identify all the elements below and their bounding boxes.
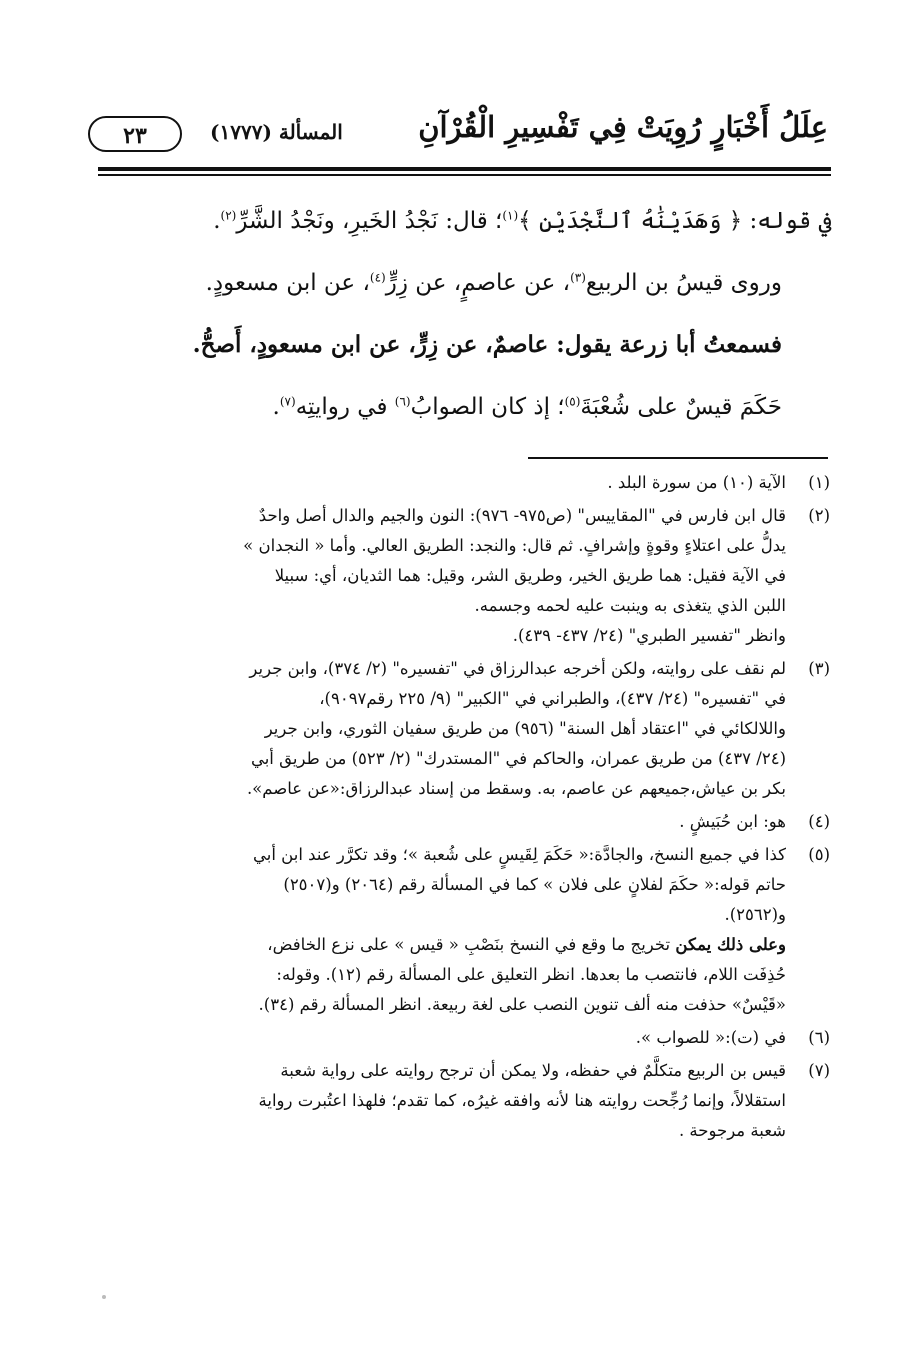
footnote-line: قيس بن الربيع متكلَّمٌ في حفظه، ولا يمكن أن ترجح روايته على رواية شعبة <box>280 1061 786 1080</box>
page-number-badge: ٢٣ <box>88 116 182 152</box>
footnote-5 <box>100 840 830 1020</box>
footnote-ref-3[interactable]: (٣) <box>570 270 586 285</box>
footnote-line: وانظر "تفسير الطبري" (٢٤/ ٤٣٧- ٤٣٩). <box>512 626 786 645</box>
footnote-7 <box>100 1056 830 1146</box>
footnote-3 <box>100 654 830 804</box>
main-line-4-a: حَكَمَ قيسٌ على شُعْبَةَ <box>580 394 782 420</box>
footnote-line: في (ت):« للصواب ». <box>635 1028 786 1047</box>
footnote-line: بكر بن عياش،جميعهم عن عاصم، به. وسقط من إسناد عبدالرزاق:«عن عاصم». <box>246 779 786 798</box>
footnote-number: (٦) <box>808 1028 830 1047</box>
main-line-4-end: . <box>272 394 280 420</box>
footnote-line: حُذِفَت اللام، فانتصب ما بعدها. انظر التعليق على المسألة رقم (١٢). وقوله: <box>276 965 786 984</box>
footnote-4 <box>100 807 830 837</box>
main-line-1-mid: ؛ قال: نَجْدُ الخَيرِ، ونَجْدُ الشَّرِّ <box>236 208 503 234</box>
header-rule-thick <box>98 167 831 171</box>
footnote-number: (٥) <box>808 845 830 864</box>
footnotes <box>100 468 830 1149</box>
main-line-3-rest: عاصمٌ، عن زِرٍّ، عن ابن مسعودٍ، أَصحُّ. <box>192 331 557 358</box>
main-line-2-a: وروى قيسُ بن الربيع <box>585 270 782 296</box>
main-line-1-text: في قوله: ﴿ وَهَدَيْنَٰهُ ٱلنَّجْدَيْنِ ﴾ <box>518 208 832 234</box>
footnote-line: شعبة مرجوحة . <box>678 1121 786 1140</box>
footnote-number: (٣) <box>808 659 830 678</box>
footnote-6 <box>100 1023 830 1053</box>
footnote-line: في "تفسيره" (٢٤/ ٤٣٧)، والطبراني في "الكبير" (٩/ ٢٢٥ رقم٩٠٩٧)، <box>319 689 786 708</box>
footnote-ref-2[interactable]: (٢) <box>220 208 237 223</box>
footnote-bold-phrase: وعلى ذلك يمكن <box>675 935 786 954</box>
footnote-separator <box>528 457 828 459</box>
issue-label: المسألة (١٧٧٧) <box>210 120 343 144</box>
main-line-4 <box>112 376 832 438</box>
footnote-line: في الآية فقيل: هما طريق الخير، وطريق الشر، وقيل: هما الثديان، أي: سبيلا <box>274 566 786 585</box>
footnote-line: اللبن الذي يتغذى به وينبت عليه لحمه وجسمه. <box>474 596 786 615</box>
header-rule-thin <box>98 174 831 176</box>
book-title: عِلَلُ أَخْبَارٍ رُوِيَتْ فِي تَفْسِيرِ الْقُرْآنِ <box>418 110 828 144</box>
main-line-4-c: في روايتِه <box>295 394 395 420</box>
main-line-2-b: ، عن عاصمٍ، عن زِرٍّ <box>385 270 571 296</box>
footnote-number: (٧) <box>808 1061 830 1080</box>
footnote-ref-5[interactable]: (٥) <box>564 394 581 409</box>
footnote-line: واللالكائي في "اعتقاد أهل السنة" (٩٥٦) من طريق سفيان الثوري، وابن جرير <box>264 719 786 738</box>
main-line-3-bold: فسمعتُ أبا زرعة يقول: <box>556 331 782 358</box>
main-line-2-c: ، عن ابن مسعودٍ. <box>205 270 370 296</box>
main-text <box>112 190 832 438</box>
footnote-line: «قَيْسٌ» حذفت منه ألف تنوين النصب على لغة ربيعة. انظر المسألة رقم (٣٤). <box>258 995 786 1014</box>
footnote-1 <box>100 468 830 498</box>
footnote-ref-1[interactable]: (١) <box>502 208 519 223</box>
footnote-ref-4[interactable]: (٤) <box>369 270 386 285</box>
footnote-ref-7[interactable]: (٧) <box>279 394 296 409</box>
footnote-ref-6[interactable]: (٦) <box>394 394 411 409</box>
footnote-line: هو: ابن حُبَيشٍ . <box>679 812 786 831</box>
footnote-line: يدلُّ على اعتلاءٍ وقوةٍ وإشرافٍ. ثم قال: والنجد: الطريق العالي. وأما « النجدان » <box>243 536 786 555</box>
page-header <box>88 98 828 168</box>
footnote-line: قال ابن فارس في "المقاييس" (ص٩٧٥- ٩٧٦): النون والجيم والدال أصل واحدٌ <box>258 506 786 525</box>
main-line-4-b: ؛ إذ كان الصوابُ <box>410 394 565 420</box>
footnote-number: (٢) <box>808 506 830 525</box>
main-line-2 <box>112 252 832 314</box>
footnote-number: (٤) <box>808 812 830 831</box>
footnote-line: لم نقف على روايته، ولكن أخرجه عبدالرزاق في "تفسيره" (٢/ ٣٧٤)، وابن جرير <box>249 659 786 678</box>
footnote-line-rest: تخريج ما وقع في النسخ بنَصْبِ « قيس » على نزع الخافض، <box>267 935 676 954</box>
scan-speck <box>102 1295 106 1299</box>
footnote-line <box>100 930 786 960</box>
main-line-1 <box>112 190 832 252</box>
footnote-2 <box>100 501 830 651</box>
footnote-line: استقلالاً، وإنما رُجِّحت روايته هنا لأنه وافقه غيرُه، كما تقدم؛ فلهذا اعتُبرت رواية <box>258 1091 786 1110</box>
footnote-line: كذا في جميع النسخ، والجادَّة:« حَكَمَ لِقَيسٍ على شُعبة »؛ وقد تكرَّر عند ابن أبي <box>253 845 786 864</box>
main-line-1-end: . <box>213 208 221 234</box>
footnote-number: (١) <box>808 473 830 492</box>
footnote-line: (٢٤/ ٤٣٧) من طريق عمران، والحاكم في "المستدرك" (٢/ ٥٢٣) من طريق أبي <box>250 749 786 768</box>
footnote-line: حاتم قوله:« حكَمَ لفلانٍ على فلان » كما في المسألة رقم (٢٠٦٤) و(٢٥٠٧) <box>283 875 786 894</box>
footnote-line: و(٢٥٦٢). <box>724 905 786 924</box>
footnote-line: الآية (١٠) من سورة البلد . <box>607 473 786 492</box>
main-line-3 <box>112 314 832 376</box>
